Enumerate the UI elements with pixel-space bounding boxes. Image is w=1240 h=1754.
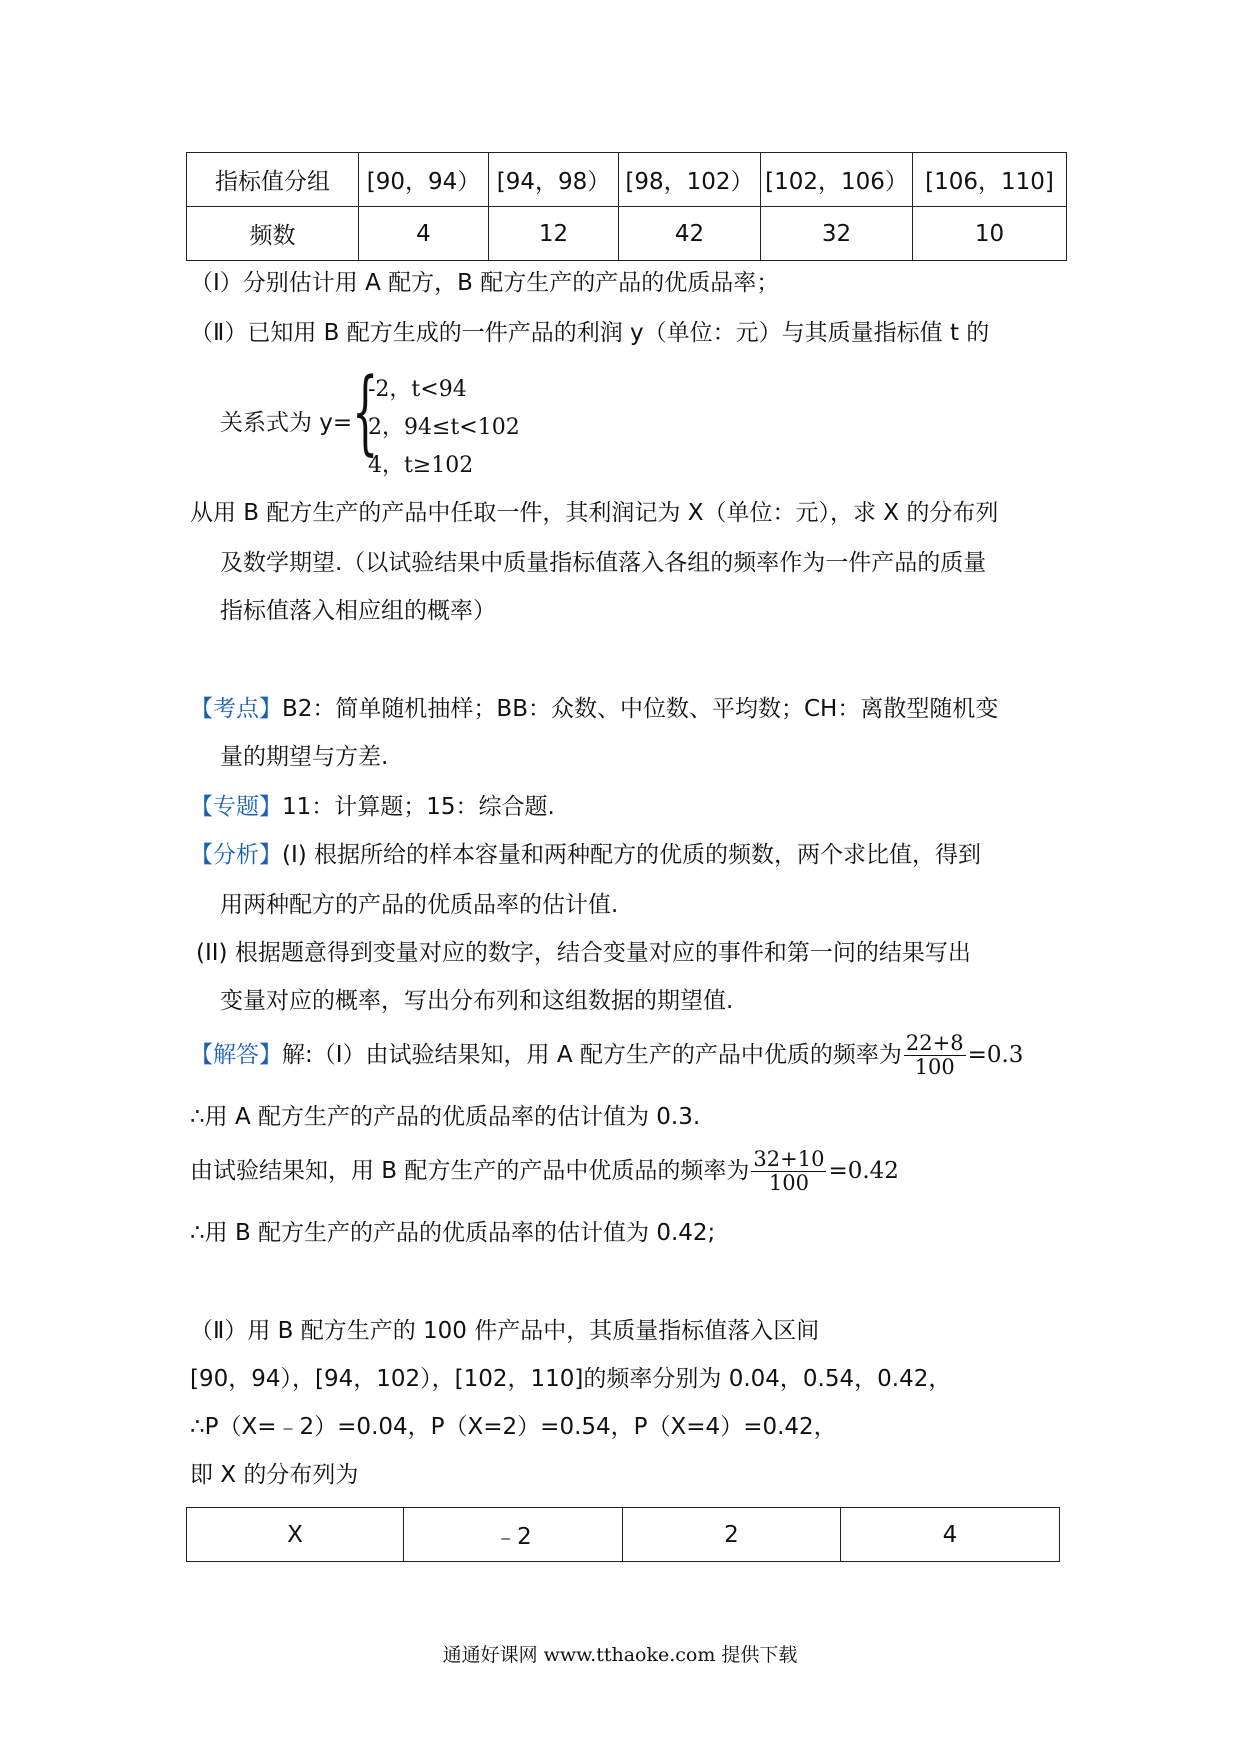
jieda-tag: 【解答】 <box>190 1042 282 1069</box>
solution-line: [90，94），[94，102），[102，110]的频率分别为 0.04，0.54，0.42， <box>190 1366 952 1392</box>
piecewise-case: 2，94≤t<102 <box>368 415 520 440</box>
question-part1: （Ⅰ）分别估计用 A 配方，B 配方生产的产品的优质品率； <box>190 270 780 296</box>
table-cell: [94，98） <box>489 153 619 207</box>
zhuanti-text: 11：计算题；15：综合题. <box>282 794 555 820</box>
piecewise-lead: 关系式为 y= <box>220 410 353 436</box>
table-cell: [90，94） <box>359 153 489 207</box>
fenxi-text-cont: (II) 根据题意得到变量对应的数字，结合变量对应的事件和第一问的结果写出 <box>196 940 971 966</box>
table-cell: X <box>187 1508 404 1562</box>
table-cell: 10 <box>913 207 1067 261</box>
fenxi-tag: 【分析】 <box>190 842 282 868</box>
zhuanti-line <box>190 794 555 822</box>
question-text: 从用 B 配方生产的产品中任取一件，其利润记为 X（单位：元），求 X 的分布列 <box>190 500 999 526</box>
table-row <box>187 153 1067 207</box>
table-cell: 2 <box>623 1508 841 1562</box>
solution-line: ∴P（X=﹣2）=0.04，P（X=2）=0.54，P（X=4）=0.42， <box>190 1414 837 1440</box>
kaodian-line <box>190 696 998 724</box>
fraction-result: =0.42 <box>828 1158 899 1185</box>
question-text: 指标值落入相应组的概率） <box>220 598 496 624</box>
fraction <box>751 1148 826 1195</box>
fraction-result: =0.3 <box>967 1042 1024 1069</box>
solution-line: ∴用 A 配方生产的产品的优质品率的估计值为 0.3. <box>190 1104 701 1130</box>
table-cell: ﹣2 <box>404 1508 623 1562</box>
solution-line: 即 X 的分布列为 <box>190 1462 359 1488</box>
table-row <box>187 207 1067 261</box>
fenxi-text-cont: 变量对应的概率，写出分布列和这组数据的期望值. <box>220 988 734 1014</box>
table-row <box>187 1508 1060 1562</box>
fraction-denominator: 100 <box>914 1055 955 1080</box>
fraction-numerator: 32+10 <box>753 1147 825 1171</box>
fenxi-text-cont: 用两种配方的产品的优质品率的估计值. <box>220 892 619 918</box>
kaodian-text: B2：简单随机抽样；BB：众数、中位数、平均数；CH：离散型随机变 <box>282 696 999 722</box>
solution-line-b <box>190 1148 899 1195</box>
left-brace-symbol: { <box>352 358 379 465</box>
solution-line: （Ⅱ）用 B 配方生产的 100 件产品中，其质量指标值落入区间 <box>190 1318 820 1344</box>
jieda-line <box>190 1032 1023 1079</box>
table-cell: 指标值分组 <box>187 153 359 207</box>
fraction-numerator: 22+8 <box>905 1031 964 1055</box>
piecewise-case: 4，t≥102 <box>368 453 474 478</box>
fraction-denominator: 100 <box>768 1171 809 1196</box>
table-cell: [102，106） <box>761 153 913 207</box>
kaodian-text-cont: 量的期望与方差. <box>220 744 389 770</box>
table-cell: [98，102） <box>619 153 761 207</box>
solution-line: ∴用 B 配方生产的产品的优质品率的估计值为 0.42; <box>190 1220 716 1246</box>
table-cell: 4 <box>359 207 489 261</box>
zhuanti-tag: 【专题】 <box>190 794 282 820</box>
distribution-table <box>186 1507 1060 1562</box>
fenxi-line <box>190 842 981 870</box>
page-footer: 通通好课网 www.tthaoke.com 提供下载 <box>442 1644 798 1666</box>
frequency-table <box>186 152 1067 261</box>
question-text: 及数学期望.（以试验结果中质量指标值落入各组的频率作为一件产品的质量 <box>220 550 987 576</box>
piecewise-case: -2，t<94 <box>368 377 467 402</box>
solution-text: 由试验结果知，用 B 配方生产的产品中优质品的频率为 <box>190 1158 750 1185</box>
fenxi-text: (I) 根据所给的样本容量和两种配方的优质的频数，两个求比值，得到 <box>282 842 982 868</box>
question-part2: （Ⅱ）已知用 B 配方生成的一件产品的利润 y（单位：元）与其质量指标值 t 的 <box>190 320 990 346</box>
fraction <box>904 1032 966 1079</box>
table-cell: 频数 <box>187 207 359 261</box>
table-cell: 32 <box>761 207 913 261</box>
table-cell: 12 <box>489 207 619 261</box>
table-cell: 42 <box>619 207 761 261</box>
jieda-text: 解:（Ⅰ）由试验结果知，用 A 配方生产的产品中优质的频率为 <box>282 1042 902 1069</box>
table-cell: [106，110] <box>913 153 1067 207</box>
kaodian-tag: 【考点】 <box>190 696 282 722</box>
table-cell: 4 <box>841 1508 1060 1562</box>
